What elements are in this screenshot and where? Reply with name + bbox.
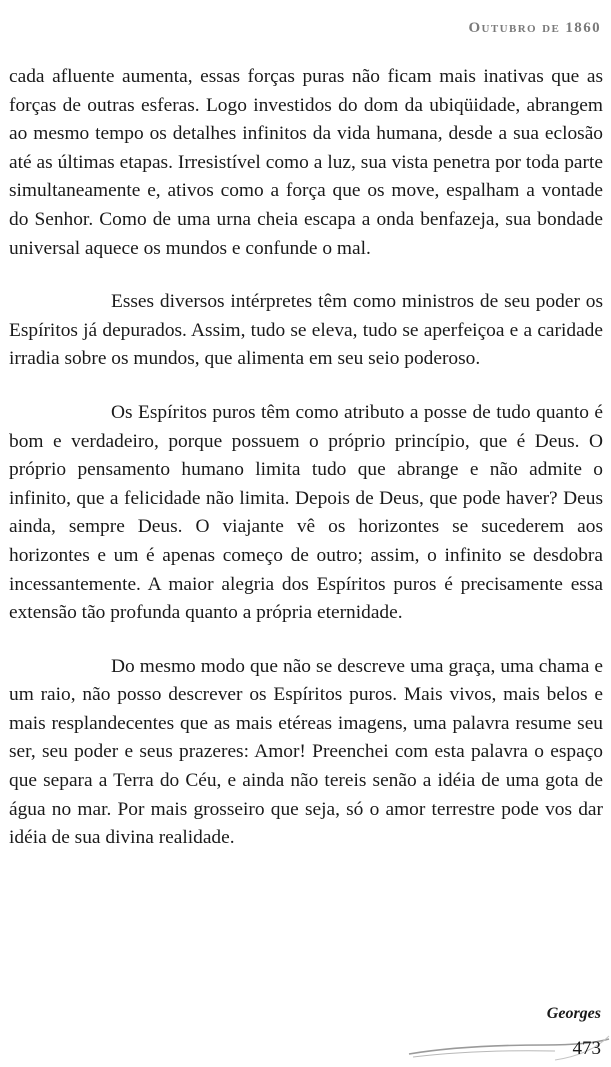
page-number: 473 (572, 1038, 601, 1059)
running-header: Outubro de 1860 (468, 20, 601, 36)
paragraph-4: Do mesmo modo que não se descreve uma graça, uma chama e um raio, não posso descrever os Espíritos puros. Mais vivos, mais belos e mais resplandecentes que as mais etéreas imagens, uma palavra resume seu ser, seu poder e seus prazeres: Amor! Preenchei com esta palavra o espaço que separa a Terra do Céu, e ainda não tereis senão a idéia de uma gota de água no mar. Por mais grosseiro que seja, só o amor terrestre pode vos dar idéia de sua divina realidade. (9, 655, 603, 849)
paragraph-3: Os Espíritos puros têm como atributo a posse de tudo quanto é bom e verdadeiro, porque possuem o próprio princípio, que é Deus. O próprio pensamento humano limita tudo que abrange e não admite o infinito, que a felicidade não limita. Depois de Deus, que pode haver? Deus ainda, sempre Deus. O viajante vê os horizontes se sucederem aos horizontes e um é apenas começo de outro; assim, o infinito se desdobra incessantemente. A maior alegria dos Espíritos puros é precisamente essa extensão tão profunda quanto a própria eternidade. (9, 401, 603, 624)
author-signature: Georges (546, 1005, 601, 1022)
paragraph-2: Esses diversos intérpretes têm como ministros de seu poder os Espíritos já depurados. Assim, tudo se eleva, tudo se aperfeiçoa e a caridade irradia sobre os mundos, que alimenta em seu seio poderoso. (9, 291, 603, 370)
paragraph-1: cada afluente aumenta, essas forças puras não ficam mais inativas que as forças de outras esferas. Logo investidos do dom da ubiqüidade, abrangem ao mesmo tempo os detalhes infinitos da vida humana, desde a sua eclosão até as últimas etapas. Irresistível como a luz, sua vista penetra por toda parte simultaneamente e, ativos como a força que os move, espalham a vontade do Senhor. Como de uma urna cheia escapa a onda benfazeja, sua bondade universal aquece os mundos e confunde o mal. (9, 66, 603, 259)
body-text (9, 63, 603, 878)
